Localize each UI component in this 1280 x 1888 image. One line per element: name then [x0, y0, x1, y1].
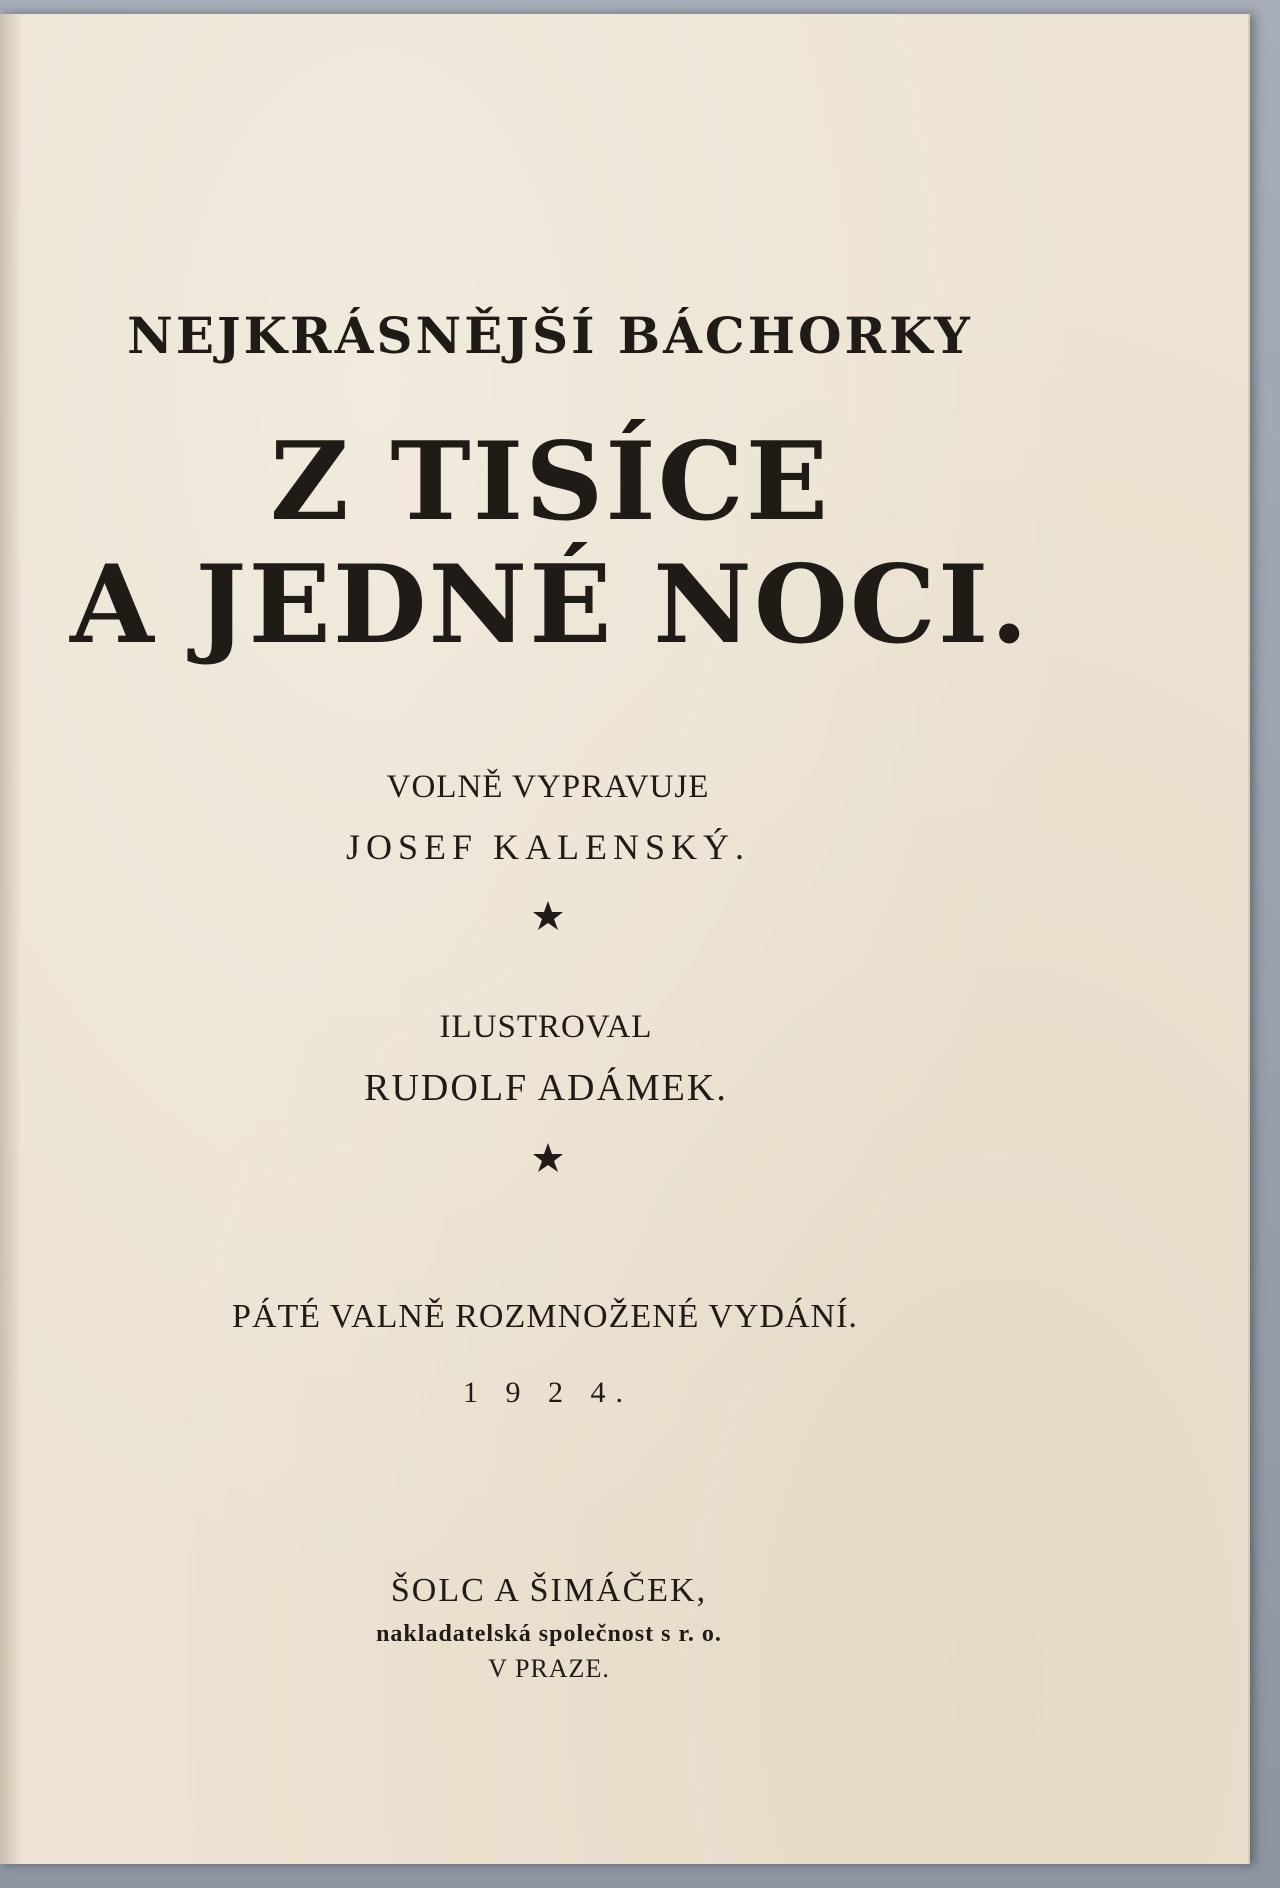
- star-icon: [531, 899, 565, 933]
- publication-city: V PRAZE.: [488, 1654, 610, 1683]
- book-title-line-1: Z TISÍCE: [269, 419, 831, 545]
- illustrator-name: RUDOLF ADÁMEK.: [364, 1067, 728, 1109]
- publisher-type: nakladatelská společnost s r. o.: [376, 1621, 722, 1647]
- narrator-label: VOLNĚ VYPRAVUJE: [386, 769, 710, 805]
- star-icon: [531, 1141, 565, 1175]
- spine-shadow: [0, 14, 22, 1864]
- title-page: [0, 14, 1250, 1864]
- author-name: JOSEF KALENSKÝ.: [345, 827, 751, 867]
- illustrator-label: ILUSTROVAL: [439, 1009, 653, 1045]
- publication-year: 1 9 2 4.: [463, 1376, 633, 1409]
- book-title-line-2: A JEDNÉ NOCI.: [70, 542, 1030, 668]
- series-title: NEJKRÁSNĚJŠÍ BÁCHORKY: [127, 306, 973, 365]
- publisher-name: ŠOLC A ŠIMÁČEK,: [390, 1572, 708, 1609]
- edition-statement: PÁTÉ VALNĚ ROZMNOŽENÉ VYDÁNÍ.: [232, 1298, 858, 1335]
